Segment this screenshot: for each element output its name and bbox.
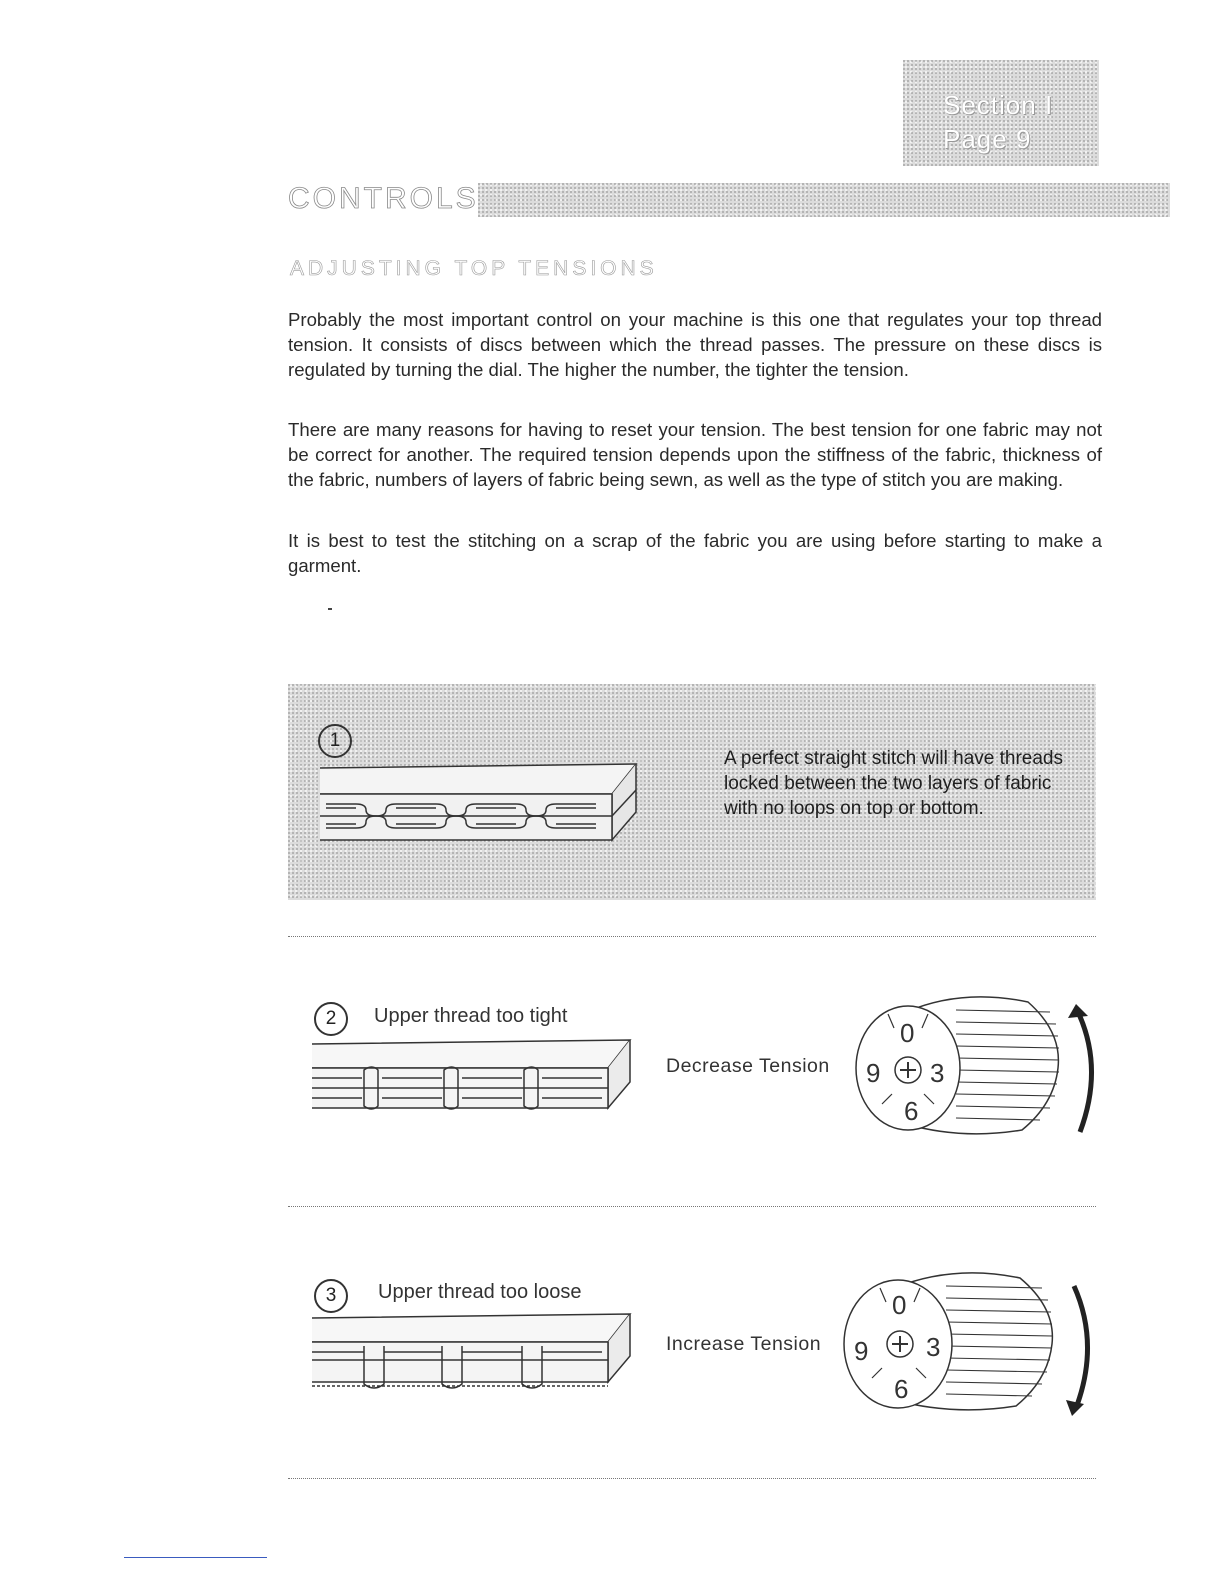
- dial-number-bottom: 6: [904, 1096, 919, 1126]
- page-label: Page 9: [943, 124, 1032, 154]
- divider: [288, 1478, 1096, 1479]
- tension-dial-increase: [834, 1268, 1104, 1418]
- section-page-box: [903, 60, 1099, 166]
- rotation-arrow-head: [1066, 1400, 1084, 1416]
- rotation-arrow-head: [1068, 1004, 1088, 1018]
- dial-number-left: 9: [866, 1058, 881, 1088]
- tight-stitch-illustration: [312, 1038, 638, 1114]
- dial-number-left: 9: [854, 1336, 869, 1366]
- divider: [288, 1206, 1096, 1207]
- divider: [288, 936, 1096, 937]
- figure-1-panel: [288, 684, 1096, 900]
- figure-2-action: Decrease Tension: [666, 1055, 830, 1077]
- body-paragraph: Probably the most important control on your machine is this one that regulates your top thread tension. It consists of discs between which the thread passes. The pressure on these discs is regulated by turning the dial. The higher the number, the tighter the tension.: [288, 309, 1102, 380]
- dial-number-right: 3: [930, 1058, 945, 1088]
- dial-number-top: 0: [892, 1290, 907, 1320]
- dial-number-top: 0: [900, 1018, 915, 1048]
- loose-stitch-illustration: [312, 1312, 638, 1394]
- dial-number-bottom: 6: [894, 1374, 909, 1404]
- section-subheading: ADJUSTING TOP TENSIONS: [290, 257, 658, 280]
- figure-1-number: 1: [318, 724, 352, 758]
- perfect-stitch-illustration: [316, 758, 646, 848]
- figure-1-caption: A perfect straight stitch will have threads locked between the two layers of fabric with no loops on top or bottom.: [724, 748, 1063, 819]
- body-paragraph: It is best to test the stitching on a scrap of the fabric you are using before starting to make a garment.: [288, 530, 1102, 576]
- body-paragraph: There are many reasons for having to reset your tension. The best tension for one fabric may not be correct for another. The required tension depends upon the stiffness of the fabric, thickness of the fabric, numbers of layers of fabric being sewn, as well as the type of stitch you are making.: [288, 419, 1102, 490]
- figure-2-number: 2: [314, 1002, 348, 1036]
- tension-dial-decrease: [852, 992, 1102, 1138]
- section-label: Section I: [943, 90, 1054, 120]
- dial-number-right: 3: [926, 1332, 941, 1362]
- figure-3-label: Upper thread too loose: [378, 1281, 582, 1303]
- footer-link-line: [124, 1557, 267, 1558]
- figure-3-action: Increase Tension: [666, 1333, 822, 1355]
- stray-mark: [328, 608, 332, 610]
- title-bar: [478, 183, 1170, 217]
- figure-2-label: Upper thread too tight: [374, 1005, 568, 1027]
- page-title: CONTROLS: [288, 182, 479, 215]
- figure-3-number: 3: [314, 1279, 348, 1313]
